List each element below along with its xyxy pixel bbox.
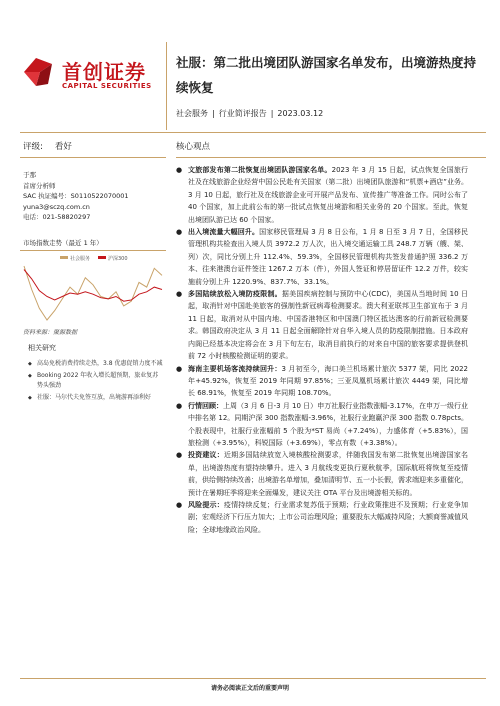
legend-label: 社会服务: [70, 256, 91, 262]
chart-rule: [20, 250, 166, 251]
analyst-title: 首席分析师: [23, 181, 56, 190]
core-point-lead: 风险提示：: [188, 500, 224, 509]
analyst-info: [23, 170, 129, 223]
header-divider: [166, 42, 167, 130]
logo-text-cn: 首创证券: [62, 60, 146, 84]
core-point-lead: 文旅部发布第二批恢复出境团队游国家名单。: [188, 166, 332, 174]
core-point-text: 国家移民管理局 3 月 8 日公布，1 月 8 日至 3 月 7 日，全国移民管理机构共检查出入境人员 3972.2 万人次，出入境交通运输工具 248.7 万辆（艘、架、列）次，同比分别上升 112.4%、59.3%，全国移民管理机构共签发普通护照 336.2 万本、往来港澳台证件签注 1267.2 万本（件），外国人签证和停居留证件 12.2 万件，较实施前分别上升 1220.9%、837.7%、33.1%。: [188, 228, 469, 286]
analyst-email: yuna3@sczq.com.cn: [23, 202, 90, 211]
related-item-text: 社服：马尔代夫免签互放，出境游再添利好: [37, 394, 152, 401]
core-points: [176, 164, 468, 536]
report-title: 社服：第二批出境团队游国家名单发布，出境游热度持续恢复: [176, 55, 477, 95]
rating-label: 评级:: [23, 142, 43, 152]
core-point-text: 上周（3 月 6 日-3 月 10 日）申万社服行业指数涨幅-3.17%，在申万一级行业中排名第 12。同期沪深 300 指数涨幅-3.96%，社服行业跑赢沪深 300 指数 0.78pcts。个股表现中，社服行业涨幅前 5 个股为*ST 易尚（+7.24%），力盛体育（+5.83%），国旅检测（+3.95%），科锐国际（+3.69%），零点有数（+3.38%）。: [188, 401, 468, 447]
left-rule: [20, 157, 166, 158]
logo-mark-icon: [18, 54, 58, 90]
core-point-lead: 出入境流量大幅回升。: [188, 228, 260, 237]
core-point-lead: 海南主要机场客流持续回升：: [188, 364, 282, 373]
company-logo: [18, 52, 168, 96]
core-point: [176, 288, 468, 362]
core-point-lead: 投资建议：: [188, 451, 224, 460]
core-point-text: 3 月初至今，海口美兰机场累计旅次 5377 架，同比 2022 年+45.92%，恢复至 2019 年同期 97.85%；三亚凤凰机场累计旅次 4449 架，同比增长 68.91%，恢复至 2019 年同期 108.70%。: [188, 364, 469, 398]
chart-title: 市场指数走势（最近 1 年）: [23, 239, 103, 247]
related-item-text: 高岛免税消费持续走热，3.8 优惠促销力度不减: [37, 360, 163, 367]
header-rule: [20, 132, 486, 133]
core-rule: [176, 157, 486, 158]
core-point: [176, 164, 468, 226]
report-category: 社会服务: [176, 109, 208, 118]
analyst-name: 于那: [23, 171, 36, 179]
core-point: [176, 449, 468, 499]
rating: [23, 140, 72, 152]
legend-label: 沪深300: [108, 256, 128, 262]
core-heading: 核心观点: [176, 142, 211, 152]
related-item[interactable]: [28, 359, 164, 369]
analyst-phone: 电话：021-58820297: [23, 213, 91, 221]
core-point-text: 据美国疾病控制与预防中心(CDC)，美国从当地时间 10 日起，取消针对中国赴美旅客的强制性新冠病毒检测要求。澳大利亚联邦卫生部宣布于 3 月 11 日起，取消对从中国内地、中国香港特区和中国澳门特区抵达澳客的行前新冠检测要求。韩国政府决定从 3 月 11 日起全面解除针对自华入境人员的防疫限制措施。日本政府内阁已经基本决定将会在 3 月下旬左右，取消目前执行的对来自中国的旅客要求提供登机前 72 小时核酸检测证明的要求。: [188, 290, 469, 361]
core-point-text: 疫情持续反复；行业需求复苏低于预期；行业政策推进不及预期；行业竞争加剧；宏观经济下行压力加大；上市公司治理风险；重要股东大幅减持风险；大额商誉减值风险；全球地缘政治风险。: [188, 500, 468, 534]
core-point: [176, 400, 468, 450]
report-meta: 社会服务 | 行业简评报告 | 2023.03.12: [176, 109, 324, 118]
legend-swatch: [60, 256, 68, 259]
report-date: 2023.03.12: [277, 109, 324, 118]
related-item[interactable]: [28, 371, 164, 391]
core-point: [176, 226, 468, 288]
legend-swatch: [98, 256, 106, 259]
related-item-text: Booking 2022 年收入增长超预期，旅业复苏势头强劲: [37, 372, 159, 389]
core-point-lead: 行情回顾：: [188, 401, 224, 410]
related-item[interactable]: [28, 393, 164, 403]
core-point-lead: 多国陆续放松入境防疫限制。: [188, 290, 282, 299]
core-point-text: 近期多国陆续放宽入境核酸检测要求，伴随我国发布第二批恢复出境游国家名单，出境游热度有望持续攀升。进入 3 月航线变更执行夏秋航季，国际航班将恢复至疫情前，供给侧持续改善；出境游名单增加，叠加清明节、五一小长假，需求端迎来多重催化，预计在暑期旺季将迎来全面爆发，建议关注 OTA 平台及出境游相关标的。: [188, 451, 468, 497]
chart-source: 资料来源：聚源数据: [23, 329, 78, 336]
core-point-text: 2023 年 3 月 15 日起，试点恢复全国旅行社及在线旅游企业经营中国公民赴有关国家（第二批）出境团队旅游和“机票+酒店”业务。3 月 10 日起，旅行社及在线旅游企业可开展产品发布、宣传推广等准备工作。同时公布了 40 个国家，加上此前公布的第一批试点恢复出境游和相关业务的 20 个国家。至此，恢复出境团队游已达 60 个国家。: [188, 166, 468, 224]
rating-value: 看好: [54, 142, 72, 152]
footer-rule: [20, 678, 486, 679]
analyst-sac: SAC 执证编号：S0110522070001: [23, 192, 129, 200]
market-index-chart: [20, 252, 166, 324]
related-list: [28, 359, 164, 405]
core-point: [176, 499, 468, 536]
related-heading: 相关研究: [28, 344, 56, 352]
core-point: [176, 363, 468, 400]
logo-text-en: CAPITAL SECURITIES: [62, 82, 152, 90]
report-type: 行业简评报告: [218, 109, 267, 118]
footer-disclaimer: 请务必阅读正文后的重要声明: [210, 685, 289, 692]
